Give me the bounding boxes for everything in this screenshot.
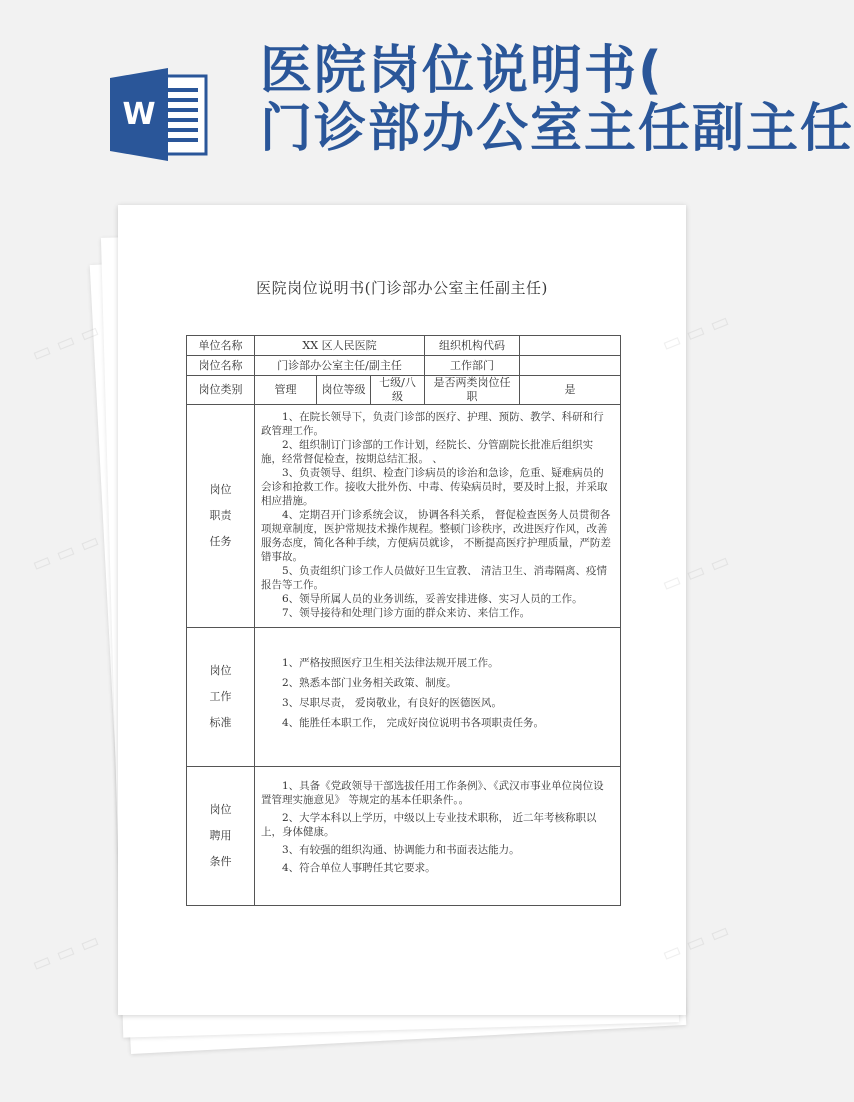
list-item: 1、严格按照医疗卫生相关法律法规开展工作。 [282,657,499,669]
list-item: 3、有较强的组织沟通、协调能力和书面表达能力。 [282,844,520,856]
banner-title-line1: 医院岗位说明书( [260,41,664,101]
list-item: 2、组织制订门诊部的工作计划，经院长、分管副院长批准后组织实施，经常督促检查，按期总结汇报。 、 [261,439,594,465]
table-row [187,356,621,376]
department-value [520,356,621,376]
list-item: 6、领导所属人员的业务训练，妥善安排进修、实习人员的工作。 [282,593,583,605]
requirements-row [187,767,621,906]
standards-label: 岗位 工作 标准 [187,628,255,767]
requirements-content [255,767,621,906]
requirements-label: 岗位 聘用 条件 [187,767,255,906]
watermark-decoration: ▭ ▭ ▭ [658,547,733,597]
list-item: 5、负责组织门诊工作人员做好卫生宣教、 清洁卫生、消毒隔离、疫情报告等工作。 [261,565,608,591]
position-name-value: 门诊部办公室主任/副主任 [255,356,425,376]
standards-row [187,628,621,767]
dual-position-value: 是 [520,376,621,405]
list-item: 7、领导接待和处理门诊方面的群众来访、来信工作。 [282,607,531,619]
list-item: 4、定期召开门诊系统会议， 协调各科关系， 督促检查医务人员贯彻各项规章制度，医护常规技术操作规程。整顿门诊秩序，改进医疗作风，改善服务态度，简化各种手续，方便病员就诊， 不断提高医疗护理质量，严防差错事故。 [261,509,611,563]
department-label: 工作部门 [425,356,520,376]
duties-label: 岗位 职责 任务 [187,405,255,628]
svg-text:W: W [122,97,156,132]
position-name-label: 岗位名称 [187,356,255,376]
table-row [187,376,621,405]
job-description-table [186,335,621,906]
watermark-decoration: ▭ ▭ ▭ [658,917,733,967]
dual-position-label: 是否两类岗位任职 [425,376,520,405]
duties-row [187,405,621,628]
document-title: 医院岗位说明书(门诊部办公室主任副主任) [256,279,548,297]
position-category-label: 岗位类别 [187,376,255,405]
list-item: 1、在院长领导下，负责门诊部的医疗、护理、预防、教学、科研和行政管理工作。 [261,411,604,437]
list-item: 3、尽职尽责， 爱岗敬业，有良好的医德医风。 [282,697,503,709]
word-logo-icon [110,68,208,161]
banner-title-line2: 门诊部办公室主任副主任 [260,99,854,159]
watermark-decoration: ▭ ▭ ▭ [28,527,103,577]
banner-title [260,41,854,159]
org-code-label: 组织机构代码 [425,336,520,356]
list-item: 2、大学本科以上学历，中级以上专业技术职称， 近二年考核称职以上，身体健康。 [261,812,597,838]
position-grade-label: 岗位等级 [317,376,371,405]
position-category-value: 管理 [255,376,317,405]
list-item: 4、能胜任本职工作， 完成好岗位说明书各项职责任务。 [282,717,545,729]
watermark-decoration: ▭ ▭ ▭ [28,927,103,977]
position-grade-value: 七级/八级 [371,376,425,405]
watermark-decoration: ▭ ▭ ▭ [658,307,733,357]
unit-name-value: XX 区人民医院 [255,336,425,356]
duties-content [255,405,621,628]
org-code-value [520,336,621,356]
watermark-decoration: ▭ ▭ ▭ [28,317,103,367]
list-item: 4、符合单位人事聘任其它要求。 [282,862,436,874]
list-item: 2、熟悉本部门业务相关政策、制度。 [282,677,457,689]
list-item: 3、负责领导、组织、检查门诊病员的诊治和急诊，危重、疑难病员的会诊和抢救工作。接收大批外伤、中毒、传染病员时，要及时上报，并采取相应措施。 [261,467,608,507]
unit-name-label: 单位名称 [187,336,255,356]
document-page [118,205,686,1015]
list-item: 1、具备《党政领导干部选拔任用工作条例》、《武汉市事业单位岗位设置管理实施意见》 等规定的基本任职条件。。 [261,780,604,806]
standards-content [255,628,621,767]
table-row [187,336,621,356]
